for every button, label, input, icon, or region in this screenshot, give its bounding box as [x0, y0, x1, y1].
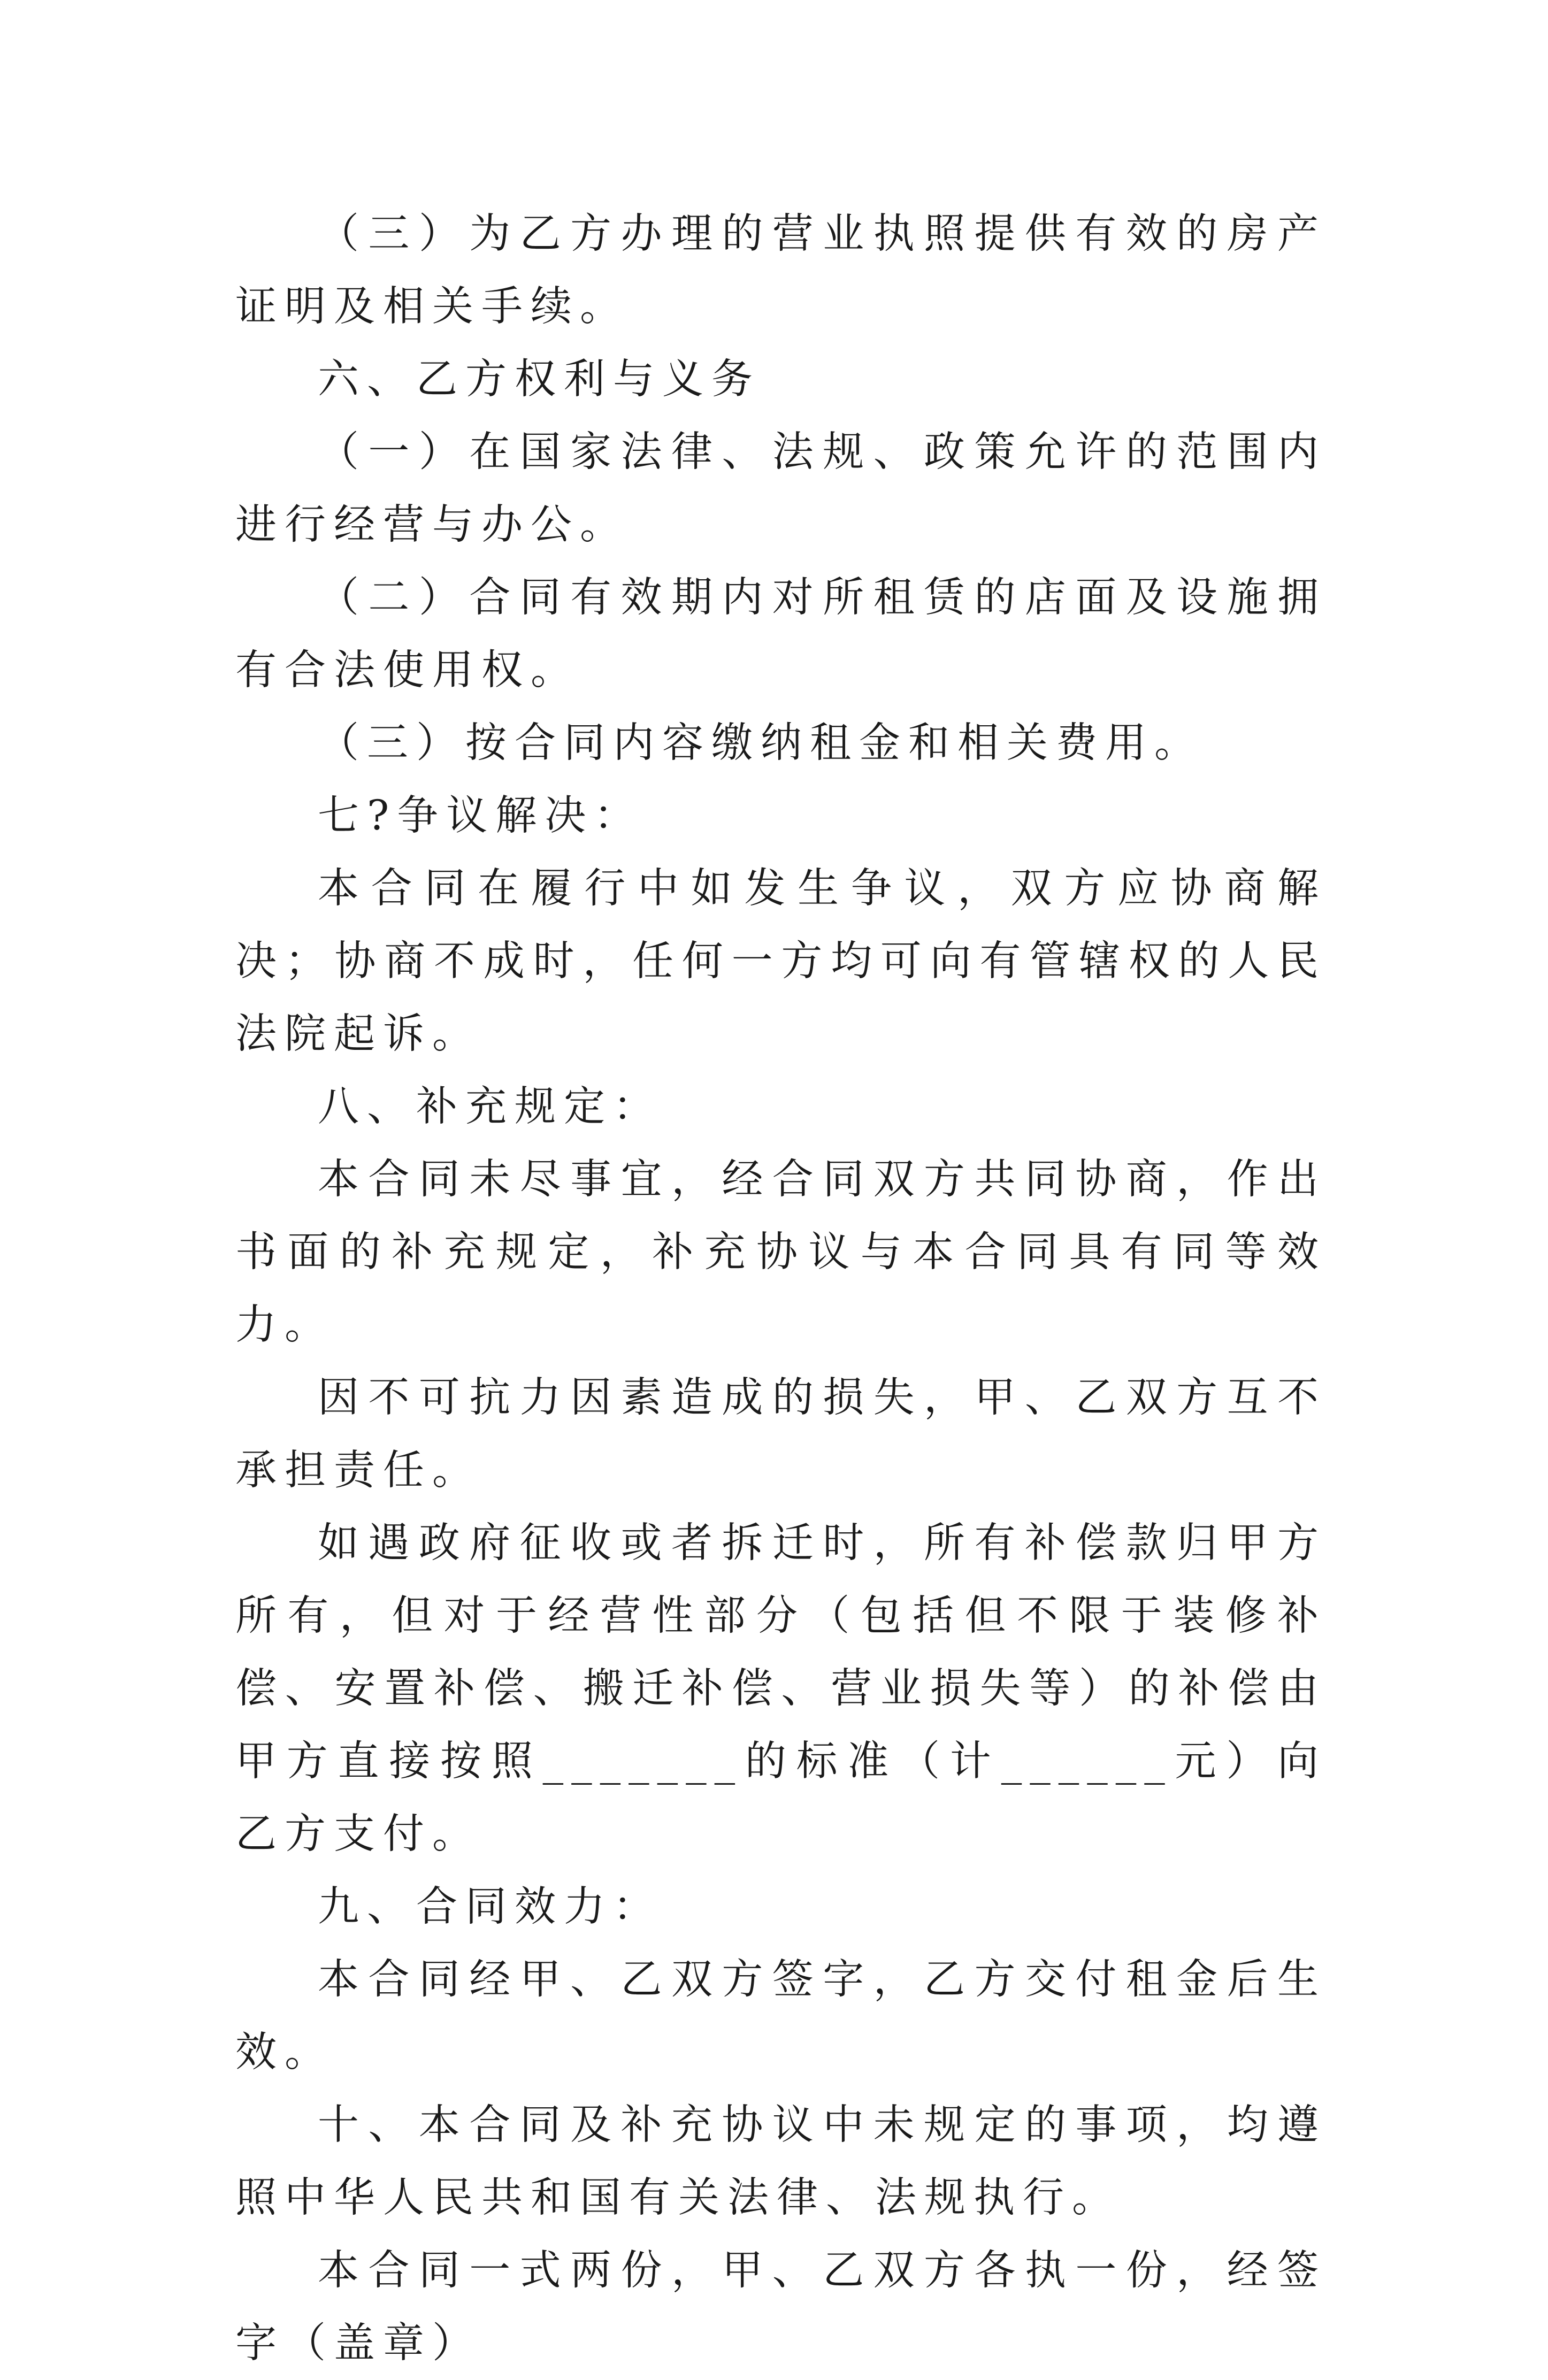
paragraph-dispute: 本合同在履行中如发生争议，双方应协商解决；协商不成时，任何一方均可向有管辖权的人民法院起诉。 [235, 865, 1327, 1058]
paragraph-expropriation: 如遇政府征收或者拆迁时，所有补偿款归甲方所有，但对于经营性部分（包括但不限于装修补偿、安置补偿、搬迁补偿、营业损失等）的补偿由甲方直接按照_______的标准（计______元）向乙方支付。 [235, 1519, 1327, 1858]
paragraph-supplement: 本合同未尽事宜，经合同双方共同协商，作出书面的补充规定，补充协议与本合同具有同等效力。 [235, 1156, 1327, 1349]
section-heading-9: 九、合同效力： [318, 1883, 662, 1931]
paragraph-item-3-license: （三）为乙方办理的营业执照提供有效的房产证明及相关手续。 [235, 210, 1327, 331]
document-body [235, 198, 1327, 2380]
paragraph-copies: 本合同一式两份，甲、乙双方各执一份，经签字（盖章） [235, 2247, 1327, 2367]
paragraph-item-2-usage-right: （二）合同有效期内对所租赁的店面及设施拥有合法使用权。 [235, 574, 1327, 694]
paragraph-effect: 本合同经甲、乙双方签字，乙方交付租金后生效。 [235, 1956, 1327, 2076]
section-heading-6: 六、乙方权利与义务 [318, 356, 761, 403]
paragraph-item-3-rent: （三）按合同内容缴纳租金和相关费用。 [318, 719, 1204, 767]
paragraph-item-1-operate: （一）在国家法律、法规、政策允许的范围内进行经营与办公。 [235, 428, 1327, 549]
section-heading-8: 八、补充规定： [318, 1083, 662, 1131]
paragraph-item-10-law: 十、本合同及补充协议中未规定的事项，均遵照中华人民共和国有关法律、法规执行。 [235, 2101, 1327, 2222]
paragraph-force-majeure: 因不可抗力因素造成的损失，甲、乙双方互不承担责任。 [235, 1374, 1327, 1494]
section-heading-7: 七?争议解决： [318, 792, 643, 840]
